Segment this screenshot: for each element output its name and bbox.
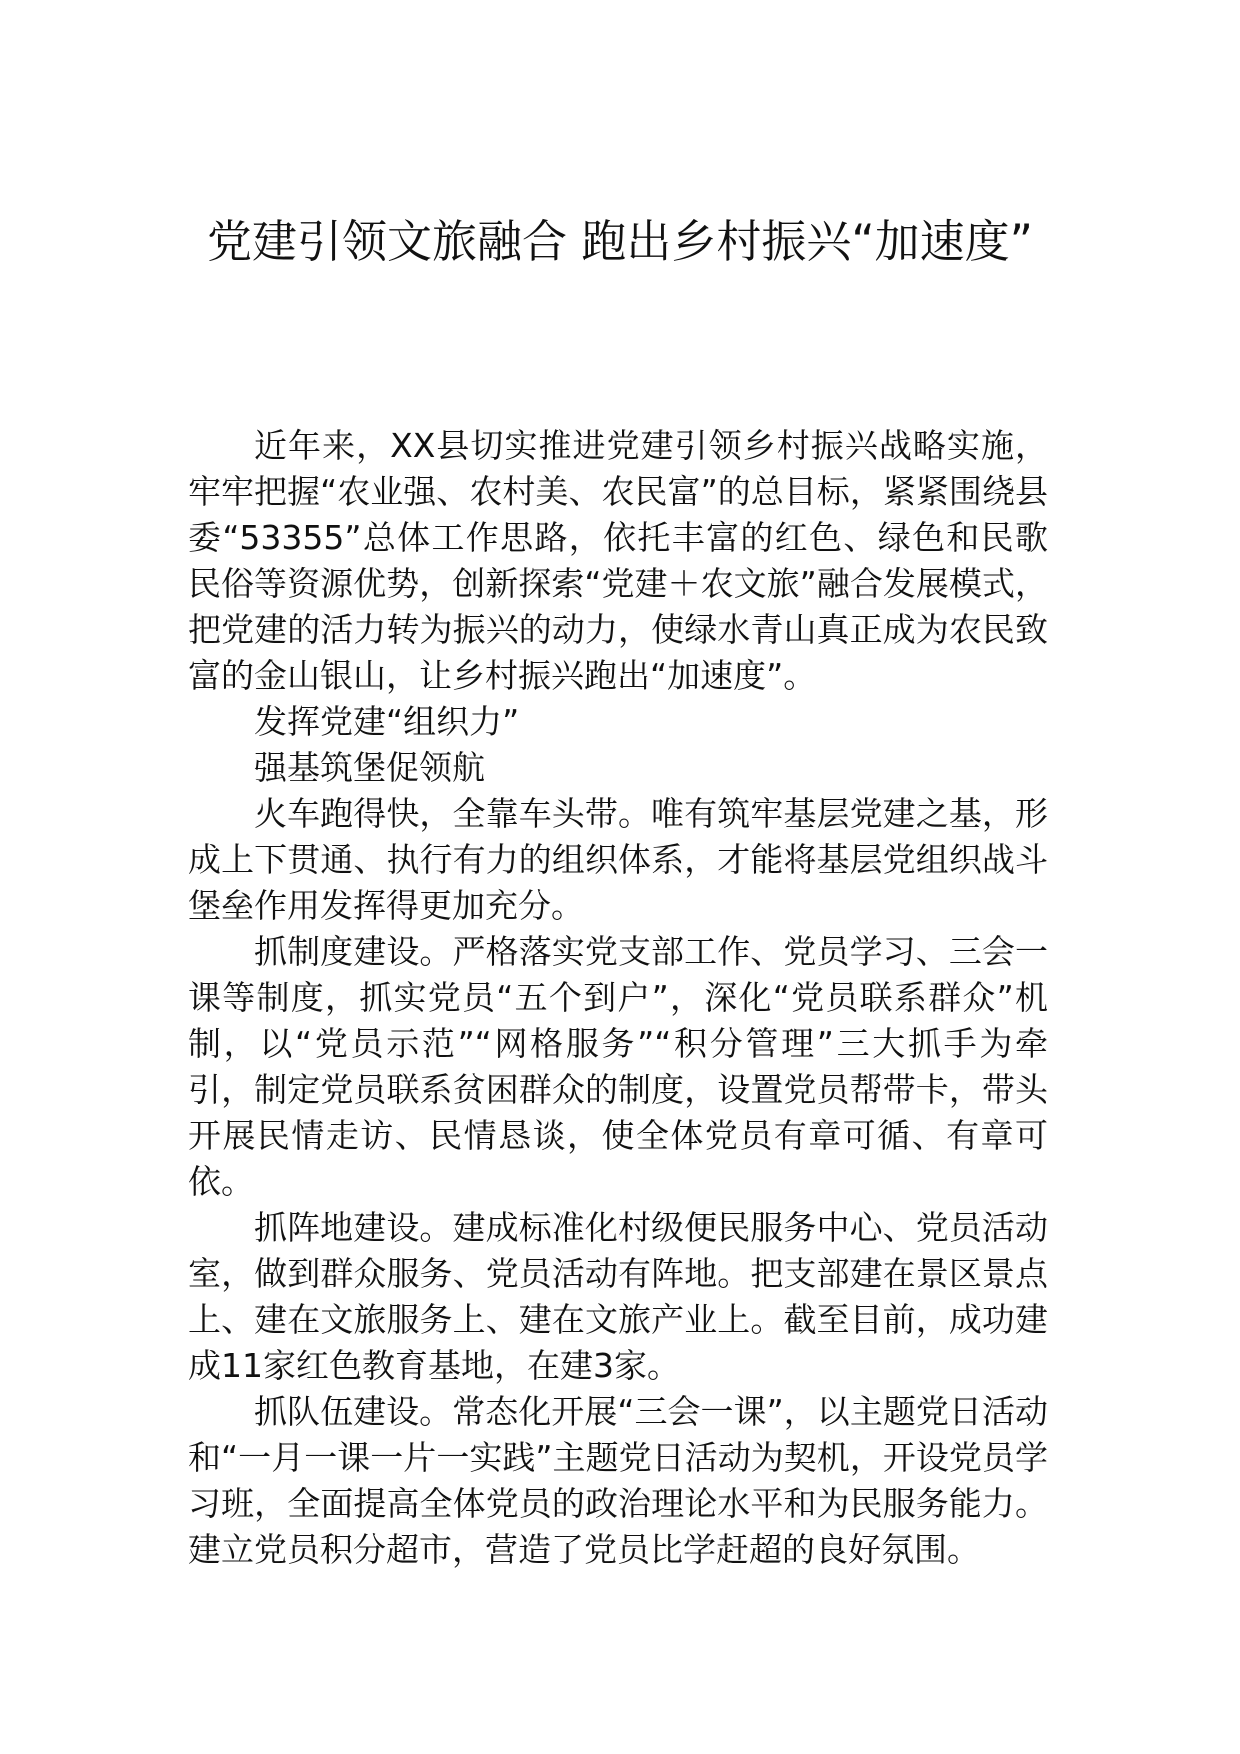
section-subheading: 强基筑堡促领航	[254, 748, 485, 787]
section-heading: 发挥党建“组织力”	[254, 702, 520, 741]
document-body	[188, 423, 1048, 1573]
position-building-paragraph: 抓阵地建设。建成标准化村级便民服务中心、党员活动室，做到群众服务、党员活动有阵地。把支部建在景区景点上、建在文旅服务上、建在文旅产业上。截至目前，成功建成11家红色教育基地，在建3家。	[188, 1208, 1048, 1385]
intro-paragraph: 近年来，XX县切实推进党建引领乡村振兴战略实施，牢牢把握“农业强、农村美、农民富”的总目标，紧紧围绕县委“53355”总体工作思路，依托丰富的红色、绿色和民歌民俗等资源优势，创新探索“党建＋农文旅”融合发展模式，把党建的活力转为振兴的动力，使绿水青山真正成为农民致富的金山银山，让乡村振兴跑出“加速度”。	[188, 426, 1048, 695]
team-building-paragraph: 抓队伍建设。常态化开展“三会一课”，以主题党日活动和“一月一课一片一实践”主题党日活动为契机，开设党员学习班，全面提高全体党员的政治理论水平和为民服务能力。建立党员积分超市，营造了党员比学赶超的良好氛围。	[188, 1392, 1048, 1569]
system-building-paragraph: 抓制度建设。严格落实党支部工作、党员学习、三会一课等制度，抓实党员“五个到户”，深化“党员联系群众”机制，以“党员示范”“网格服务”“积分管理”三大抓手为牵引，制定党员联系贫困群众的制度，设置党员帮带卡，带头开展民情走访、民情恳谈，使全体党员有章可循、有章可依。	[188, 932, 1048, 1201]
section-intro-paragraph: 火车跑得快，全靠车头带。唯有筑牢基层党建之基，形成上下贯通、执行有力的组织体系，才能将基层党组织战斗堡垒作用发挥得更加充分。	[188, 794, 1048, 925]
document-title: 党建引领文旅融合 跑出乡村振兴“加速度”	[207, 215, 1033, 268]
